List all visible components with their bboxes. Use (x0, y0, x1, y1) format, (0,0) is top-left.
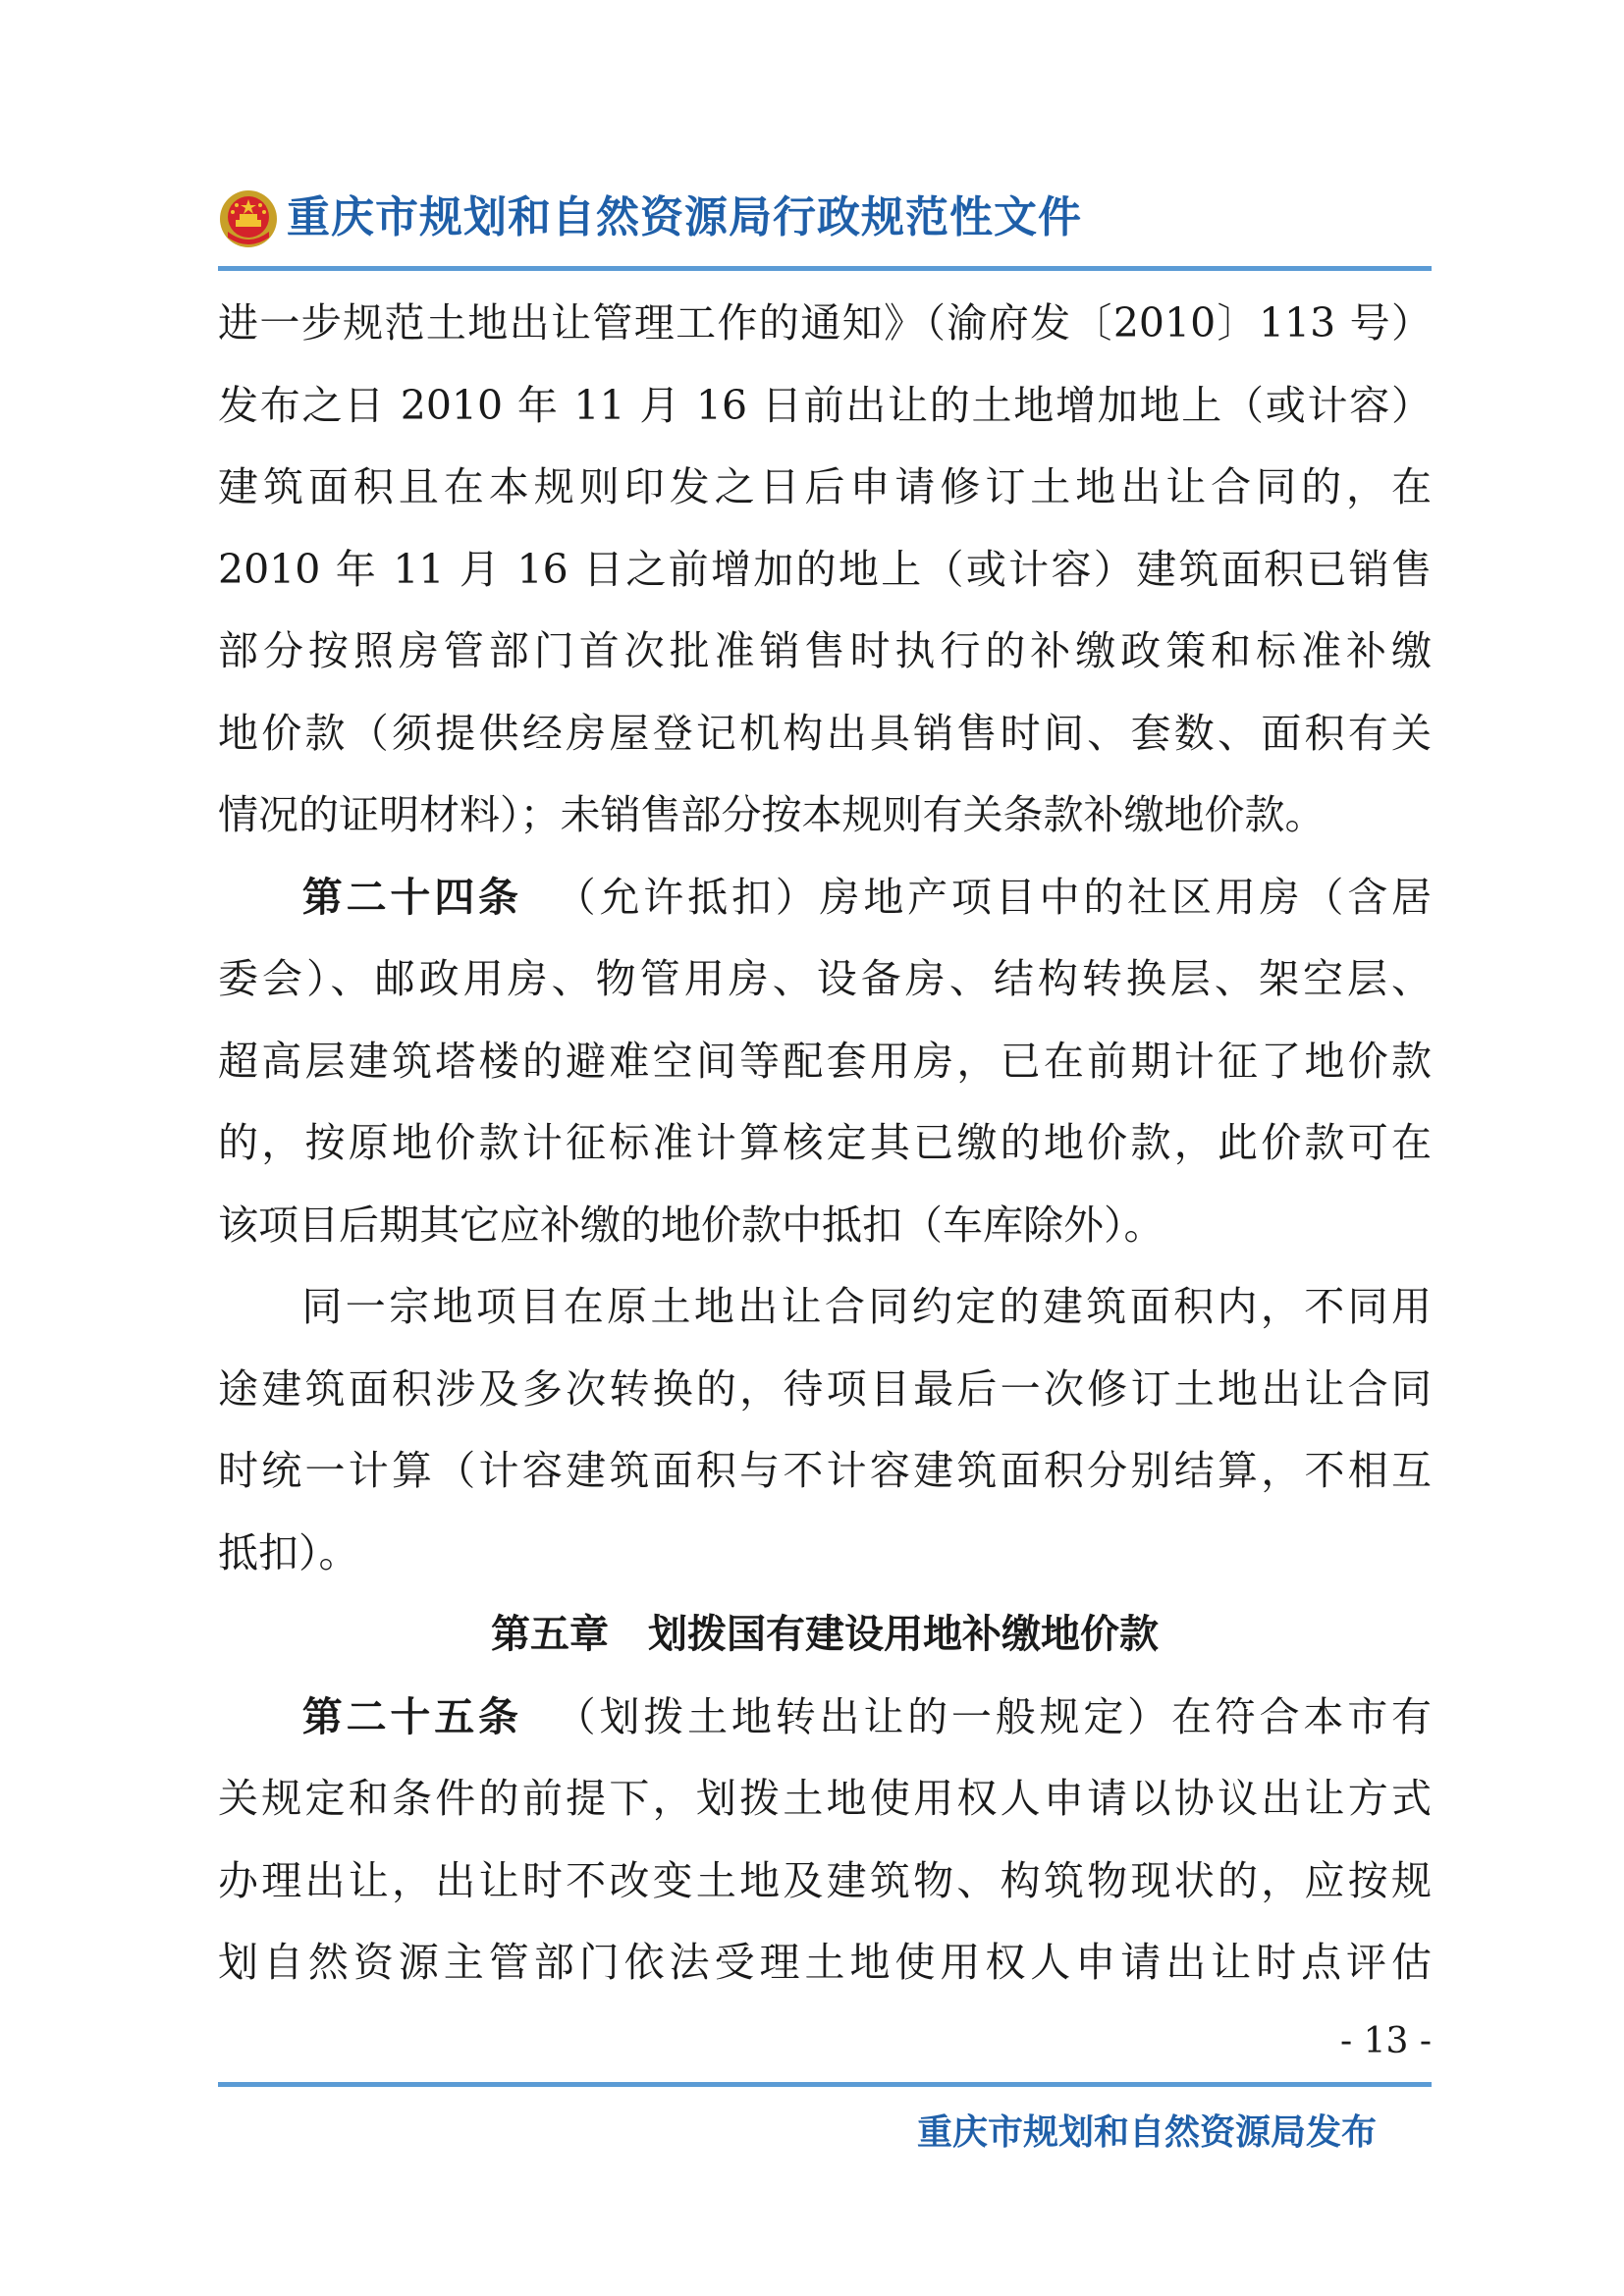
text-line: 情况的证明材料）；未销售部分按本规则有关条款补缴地价款。 (218, 791, 1326, 838)
article-24-text: （允许抵扣）房地产项目中的社区用房（含居 (551, 873, 1432, 921)
text-line: 该项目后期其它应补缴的地价款中抵扣（车库除外）。 (218, 1201, 1164, 1249)
footer-publisher: 重庆市规划和自然资源局发布 (916, 2112, 1377, 2153)
text-line: 超高层建筑塔楼的避难空间等配套用房，已在前期计征了地价款 (218, 1037, 1432, 1085)
page-number: - 13 - (1339, 2021, 1432, 2061)
text-line: 途建筑面积涉及多次转换的，待项目最后一次修订土地出让合同 (218, 1364, 1432, 1413)
national-emblem-icon (218, 188, 279, 249)
paragraph-first-line (218, 1266, 1432, 1349)
document-header (218, 181, 1435, 259)
article-24-first-line (218, 857, 1432, 939)
article-25-label: 第二十五条 (298, 1692, 522, 1740)
article-25-text: （划拨土地转出让的一般规定）在符合本市有 (551, 1692, 1432, 1740)
text-line: 地价款（须提供经房屋登记机构出具销售时间、套数、面积有关 (218, 709, 1432, 757)
article-25-first-line (218, 1677, 1432, 1759)
header-title: 重庆市规划和自然资源局行政规范性文件 (287, 192, 1082, 242)
article-24-label: 第二十四条 (298, 873, 522, 921)
footer-divider (218, 2082, 1432, 2087)
text-line: 发布之日 2010 年 11 月 16 日前出让的土地增加地上（或计容） (218, 381, 1432, 429)
text-line: 建筑面积且在本规则印发之日后申请修订土地出让合同的，在 (218, 463, 1432, 510)
text-line: 部分按照房管部门首次批准销售时执行的补缴政策和标准补缴 (218, 627, 1432, 674)
document-body (218, 283, 1432, 2004)
chapter-heading: 第五章 划拨国有建设用地补缴地价款 (491, 1612, 1159, 1657)
text-line: 时统一计算（计容建筑面积与不计容建筑面积分别结算，不相互 (218, 1447, 1432, 1494)
text-line: 的，按原地价款计征标准计算核定其已缴的地价款，此价款可在 (218, 1119, 1432, 1166)
header-divider (218, 266, 1432, 271)
text-line: 进一步规范土地出让管理工作的通知》（渝府发〔2010〕113 号） (218, 299, 1432, 347)
paragraph-text: 同一宗地项目在原土地出让合同约定的建筑面积内，不同用 (298, 1283, 1432, 1330)
text-line: 划自然资源主管部门依法受理土地使用权人申请出让时点评估 (218, 1939, 1432, 1986)
text-line: 委会）、邮政用房、物管用房、设备房、结构转换层、架空层、 (218, 955, 1432, 1002)
text-line: 办理出让，出让时不改变土地及建筑物、构筑物现状的，应按规 (218, 1856, 1432, 1904)
text-line: 关规定和条件的前提下，划拨土地使用权人申请以协议出让方式 (218, 1775, 1432, 1822)
text-line: 2010 年 11 月 16 日之前增加的地上（或计容）建筑面积已销售 (218, 545, 1432, 593)
text-line: 抵扣）。 (218, 1528, 359, 1576)
